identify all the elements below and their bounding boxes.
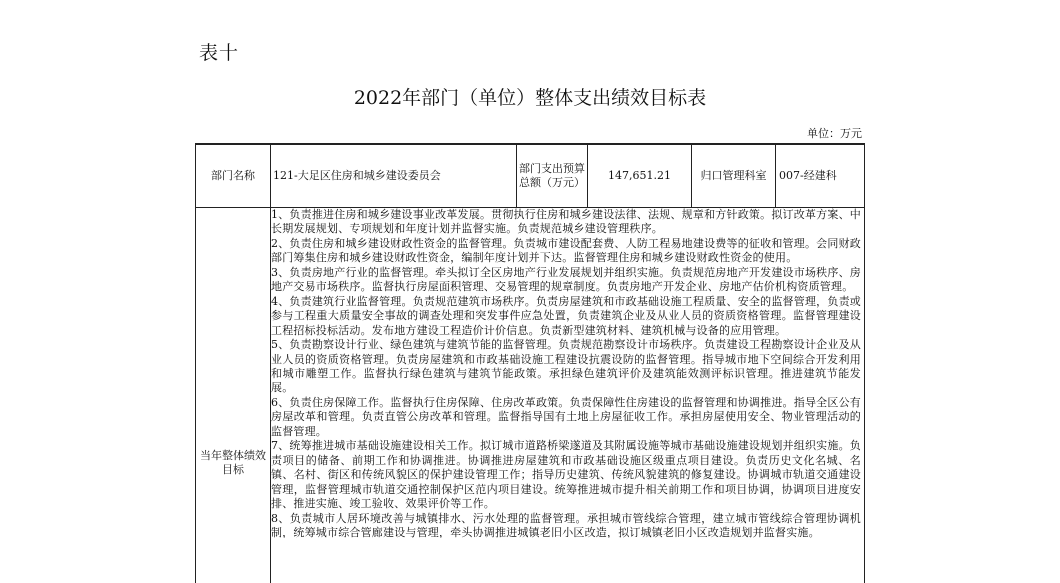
- goal-item: 3、负责房地产行业的监督管理。牵头拟订全区房地产行业发展规划并组织实施。负责规范房地产开发建设市场秩序、房地产交易市场秩序。监督执行房屋面积管理、交易管理的规章制度。负责房地产开发企业、房地产估价机构资质管理。: [271, 265, 861, 294]
- budget-total-value: 147,651.21: [608, 169, 671, 182]
- table-border-left: [195, 143, 196, 583]
- mgmt-office-value: 007-经建科: [779, 169, 837, 182]
- dept-name-label: 部门名称: [211, 169, 255, 182]
- table-number: 表十: [199, 42, 240, 64]
- mgmt-office-label: 归口管理科室: [700, 169, 767, 182]
- goal-item: 2、负责住房和城乡建设财政性资金的监督管理。负责城市建设配套费、人防工程易地建设费等的征收和管理。会同财政部门筹集住房和城乡建设财政性资金，编制年度计划并下达。监督管理住房和城乡建设财政性资金的使用。: [271, 236, 861, 265]
- performance-table: [195, 143, 865, 583]
- table-col-divider: [516, 143, 517, 208]
- page-title: 2022年部门（单位）整体支出绩效目标表: [353, 87, 707, 109]
- goal-item: 5、负责勘察设计行业、绿色建筑与建筑节能的监督管理。负责规范勘察设计市场秩序。负责建设工程勘察设计企业及从业人员的资质资格管理。负责房屋建筑和市政基础设施工程建设抗震设防的监督管理。指导城市地下空间综合开发利用和城市雕塑工作。监督执行绿色建筑与建筑节能政策。承担绿色建筑评价及建筑能效测评标识管理。推进建筑节能发展。: [271, 338, 861, 395]
- table-col-divider: [775, 143, 776, 208]
- table-border-right: [864, 143, 865, 583]
- goal-item: 8、负责城市人居环境改善与城镇排水、污水处理的监督管理。承担城市管线综合管理，建立城市管线综合管理协调机制，统筹城市综合管廊建设与管理，牵头协调推进城镇老旧小区改造，拟订城镇老旧小区改造规划并监督实施。: [271, 511, 861, 538]
- goal-item: 1、负责推进住房和城乡建设事业改革发展。贯彻执行住房和城乡建设法律、法规、规章和方针政策。拟订改革方案、中长期发展规划、专项规划和年度计划并监督实施。负责规范城乡建设管理秩序。: [271, 208, 861, 236]
- annual-goals-text: [271, 208, 861, 538]
- dept-name-value: 121-大足区住房和城乡建设委员会: [273, 169, 441, 182]
- annual-goal-label: 当年整体绩效目标: [200, 449, 266, 476]
- unit-label: 单位：万元: [807, 127, 862, 140]
- budget-total-label: 部门支出预算总额（万元）: [519, 162, 585, 189]
- goal-item: 7、统筹推进城市基础设施建设相关工作。拟订城市道路桥梁遂道及其附属设施等城市基础设施建设规划并组织实施。负责项目的储备、前期工作和协调推进。协调推进房屋建筑和市政基础设施区级重点项目建设。负责历史文化名城、名镇、名村、街区和传统风貌区的保护建设管理工作；指导历史建筑、传统风貌建筑的修复建设。协调城市轨道交通建设管理，监督管理城市轨道交通控制保护区范内项目建设。统筹推进城市提升相关前期工作和项目协调，协调项目进度安排、推进实施、竣工验收、效果评价等工作。: [271, 439, 861, 511]
- goal-item: 6、负责住房保障工作。监督执行住房保障、住房改革政策。负责保障性住房建设的监督管理和协调推进。指导全区公有房屋改革和管理。负责直管公房改革和管理。监督指导国有土地上房屋征收工作。承担房屋使用安全、物业管理活动的监督管理。: [271, 395, 861, 438]
- goal-item: 4、负责建筑行业监督管理。负责规范建筑市场秩序。负责房屋建筑和市政基础设施工程质量、安全的监督管理，负责或参与工程重大质量安全事故的调查处理和突发事件应急处置，负责建筑企业及从业人员的资质资格管理。监督管理建设工程招标投标活动。发布地方建设工程造价计价信息。负责新型建筑材料、建筑机械与设备的应用管理。: [271, 294, 861, 337]
